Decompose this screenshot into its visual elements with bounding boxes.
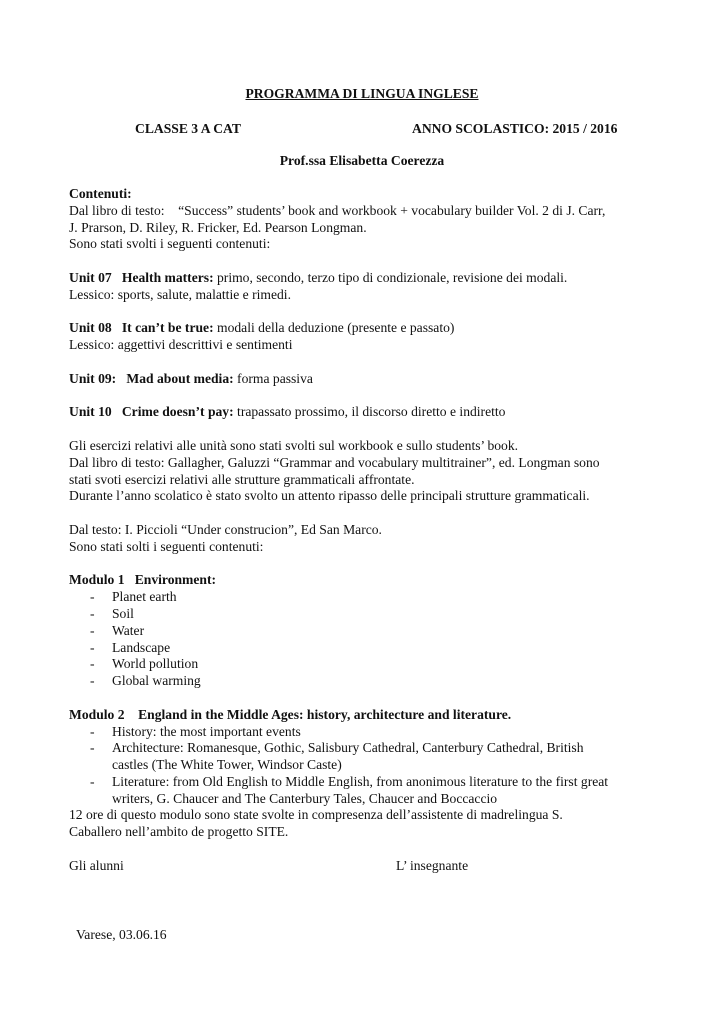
unit-heading: Unit 10 Crime doesn’t pay:: [69, 404, 234, 420]
unit-text: trapassato prossimo, il discorso diretto e indiretto: [233, 404, 506, 420]
place-date: Varese, 03.06.16: [76, 927, 167, 942]
module-2-list: [69, 724, 669, 808]
unit-lexicon: Lessico: sports, salute, malattie e rimedi.: [69, 286, 291, 302]
second-text-line: Dal testo: I. Piccioli “Under construcion”, Ed San Marco.: [69, 521, 382, 537]
list-item: - Planet earth: [69, 589, 669, 606]
list-item: - Global warming: [69, 673, 669, 690]
document-title: PROGRAMMA DI LINGUA INGLESE: [245, 86, 479, 101]
module-2-heading: Modulo 2 England in the Middle Ages: history, architecture and literature.: [69, 706, 512, 722]
exercises-line: Durante l’anno scolatico è stato svolto un attento ripasso delle principali strutture grammaticali.: [69, 488, 590, 504]
exercises-line: Dal libro di testo: Gallagher, Galuzzi “Grammar and vocabulary multitrainer”, ed. Longman sono: [69, 454, 600, 470]
unit-10: [69, 404, 669, 421]
list-item-line: Literature: from Old English to Middle English, from anonimous literature to the first great: [112, 773, 609, 789]
unit-heading: Unit 07 Health matters:: [69, 269, 214, 285]
exercises-line: Gli esercizi relativi alle unità sono stati svolti sul workbook e sullo students’ book.: [69, 437, 519, 453]
module-1-heading: Modulo 1 Environment:: [69, 572, 217, 588]
list-item: - Water: [69, 623, 669, 640]
unit-text: primo, secondo, terzo tipo di condizionale, revisione dei modali.: [213, 269, 568, 285]
unit-heading: Unit 08 It can’t be true:: [69, 320, 214, 336]
intro-line: J. Prarson, D. Riley, R. Fricker, Ed. Pearson Longman.: [69, 219, 367, 235]
list-item: [69, 774, 669, 808]
school-year-label: ANNO SCOLASTICO: 2015 / 2016: [412, 121, 618, 136]
note-line: Caballero nell’ambito de progetto SITE.: [69, 824, 289, 840]
list-item: - Landscape: [69, 640, 669, 657]
list-item: - Soil: [69, 606, 669, 623]
list-item: - History: the most important events: [69, 724, 669, 741]
unit-heading: Unit 09: Mad about media:: [69, 370, 234, 386]
intro-line: Dal libro di testo: “Success” students’ book and workbook + vocabulary builder Vol. 2 di J. Carr,: [69, 202, 606, 218]
second-text-line: Sono stati solti i seguenti contenuti:: [69, 538, 264, 554]
unit-lexicon: Lessico: aggettivi descrittivi e sentimenti: [69, 337, 293, 353]
exercises-line: stati svoti esercizi relativi alle strutture grammaticali affrontate.: [69, 471, 415, 487]
intro-line: Sono stati svolti i seguenti contenuti:: [69, 236, 271, 252]
class-label: CLASSE 3 A CAT: [135, 121, 241, 136]
teacher-signature-label: L’ insegnante: [396, 858, 469, 873]
unit-text: modali della deduzione (presente e passato): [213, 320, 455, 336]
unit-09: [69, 371, 669, 388]
unit-text: forma passiva: [233, 370, 313, 386]
document-body: [69, 186, 669, 841]
students-signature-label: Gli alunni: [69, 858, 124, 873]
list-item-line: writers, G. Chaucer and The Canterbury Tales, Chaucer and Boccaccio: [112, 790, 498, 806]
contents-heading: Contenuti:: [69, 186, 132, 201]
list-item-line: Architecture: Romanesque, Gothic, Salisbury Cathedral, Canterbury Cathedral, British: [112, 740, 584, 756]
note-line: 12 ore di questo modulo sono state svolte in compresenza dell’assistente di madrelingua S.: [69, 807, 563, 823]
unit-08: [69, 320, 669, 337]
list-item: [69, 740, 669, 774]
unit-07: [69, 270, 669, 287]
module-1-list: [69, 589, 669, 690]
teacher-name: Prof.ssa Elisabetta Coerezza: [279, 153, 445, 168]
list-item-line: castles (The White Tower, Windsor Caste): [112, 757, 342, 773]
list-item: - World pollution: [69, 656, 669, 673]
